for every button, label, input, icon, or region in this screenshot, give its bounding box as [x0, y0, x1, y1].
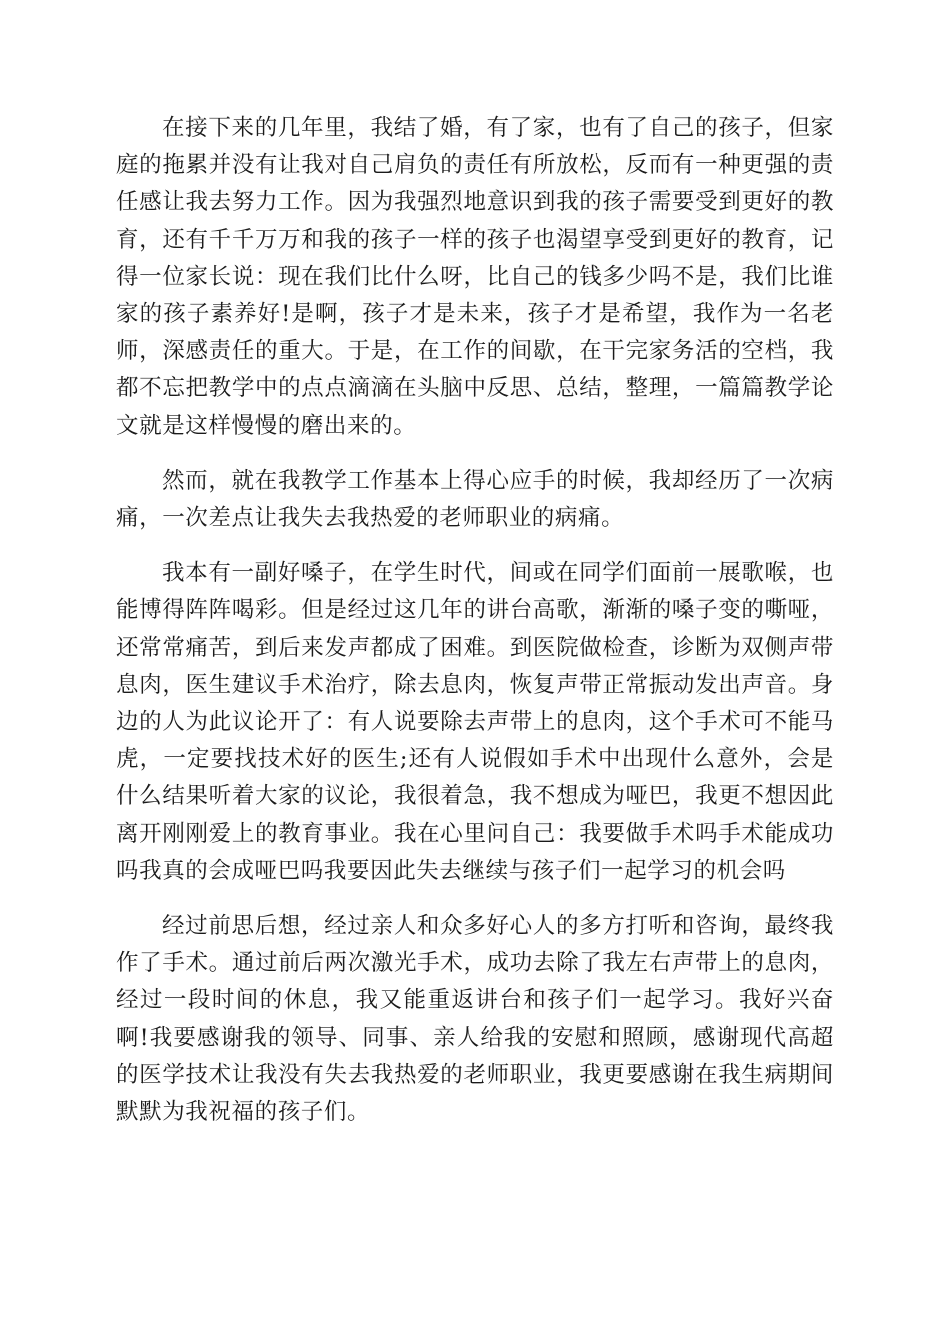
paragraph-4: 经过前思后想，经过亲人和众多好心人的多方打听和咨询，最终我作了手术。通过前后两次激光手术，成功去除了我左右声带上的息肉，经过一段时间的休息，我又能重返讲台和孩子们一起学习。我好兴奋啊!我要感谢我的领导、同事、亲人给我的安慰和照顾，感谢现代高超的医学技术让我没有失去我热爱的老师职业，我更要感谢在我生病期间默默为我祝福的孩子们。	[116, 913, 834, 1126]
paragraph-3: 我本有一副好嗓子，在学生时代，间或在同学们面前一展歌喉，也能博得阵阵喝彩。但是经过这几年的讲台高歌，渐渐的嗓子变的嘶哑，还常常痛苦，到后来发声都成了困难。到医院做检查，诊断为双侧声带息肉，医生建议手术治疗，除去息肉，恢复声带正常振动发出声音。身边的人为此议论开了：有人说要除去声带上的息肉，这个手术可不能马虎，一定要找技术好的医生;还有人说假如手术中出现什么意外，会是什么结果听着大家的议论，我很着急，我不想成为哑巴，我更不想因此离开刚刚爱上的教育事业。我在心里问自己：我要做手术吗手术能成功吗我真的会成哑巴吗我要因此失去继续与孩子们一起学习的机会吗	[116, 560, 834, 884]
document-body	[116, 110, 834, 1149]
paragraph-1: 在接下来的几年里，我结了婚，有了家，也有了自己的孩子，但家庭的拖累并没有让我对自己肩负的责任有所放松，反而有一种更强的责任感让我去努力工作。因为我强烈地意识到我的孩子需要受到更好的教育，还有千千万万和我的孩子一样的孩子也渴望享受到更好的教育，记得一位家长说：现在我们比什么呀，比自己的钱多少吗不是，我们比谁家的孩子素养好!是啊，孩子才是未来，孩子才是希望，我作为一名老师，深感责任的重大。于是，在工作的间歇，在干完家务活的空档，我都不忘把教学中的点点滴滴在头脑中反思、总结，整理，一篇篇教学论文就是这样慢慢的磨出来的。	[116, 115, 834, 439]
paragraph-2: 然而，就在我教学工作基本上得心应手的时候，我却经历了一次病痛，一次差点让我失去我热爱的老师职业的病痛。	[116, 467, 834, 532]
